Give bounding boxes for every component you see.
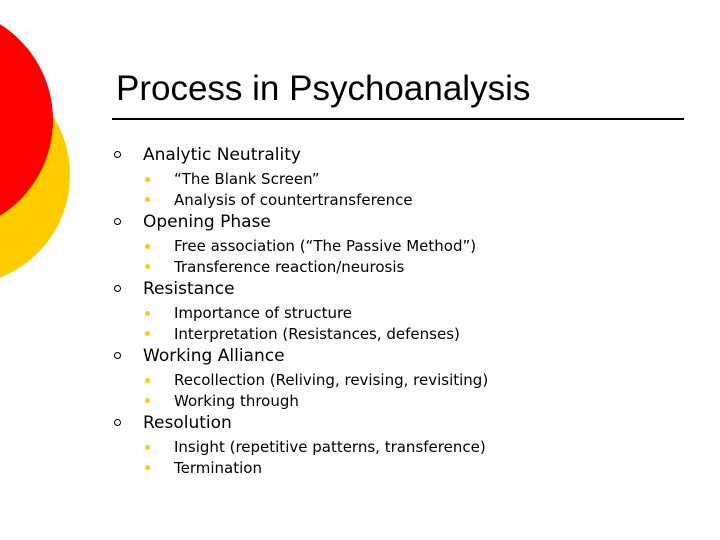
sub-bullet-label: “The Blank Screen” [174, 170, 320, 188]
sub-bullet-item [112, 257, 692, 278]
sub-bullet-item [112, 324, 692, 345]
yellow-dot-icon [145, 378, 150, 383]
yellow-dot-icon [145, 177, 150, 182]
list-item [112, 210, 692, 277]
sub-bullet-item [112, 437, 692, 458]
hollow-circle-icon [114, 419, 121, 426]
sub-bullet-item [112, 458, 692, 479]
sub-bullet-label: Interpretation (Resistances, defenses) [174, 324, 460, 343]
yellow-dot-icon [145, 311, 150, 316]
sub-bullet-item [112, 236, 692, 257]
decorative-circles [0, 0, 90, 320]
hollow-circle-icon [114, 151, 121, 158]
sub-bullet-label: Recollection (Reliving, revising, revisiting) [174, 371, 489, 389]
bullet-item [112, 210, 692, 234]
bullet-label: Analytic Neutrality [143, 145, 301, 165]
sub-bullet-label: Analysis of countertransference [174, 190, 413, 209]
bullet-item [112, 411, 692, 435]
yellow-dot-icon [145, 244, 150, 249]
sub-bullet-list [112, 370, 692, 411]
sub-bullet-item [112, 370, 692, 391]
bullet-label: Working Alliance [143, 346, 285, 366]
sub-bullet-label: Free association (“The Passive Method”) [174, 237, 477, 255]
yellow-dot-icon [145, 331, 150, 336]
list-item [112, 344, 692, 411]
yellow-dot-icon [145, 398, 150, 403]
sub-bullet-item [112, 303, 692, 324]
sub-bullet-label: Transference reaction/neurosis [174, 257, 405, 276]
sub-bullet-label: Insight (repetitive patterns, transference) [174, 438, 486, 456]
sub-bullet-list [112, 236, 692, 277]
sub-bullet-item [112, 391, 692, 412]
bullet-item [112, 143, 692, 167]
title-underline [112, 118, 684, 120]
hollow-circle-icon [114, 352, 121, 359]
yellow-dot-icon [145, 264, 150, 269]
list-item [112, 277, 692, 344]
sub-bullet-label: Working through [174, 391, 299, 410]
sub-bullet-label: Importance of structure [174, 304, 353, 322]
yellow-dot-icon [145, 445, 150, 450]
bullet-label: Resolution [143, 413, 232, 433]
hollow-circle-icon [114, 218, 121, 225]
bullet-list [112, 143, 692, 478]
sub-bullet-list [112, 169, 692, 210]
hollow-circle-icon [114, 285, 121, 292]
bullet-label: Resistance [143, 279, 235, 299]
sub-bullet-label: Termination [174, 458, 262, 477]
bullet-item [112, 277, 692, 301]
slide-title: Process in Psychoanalysis [116, 69, 531, 108]
bullet-item [112, 344, 692, 368]
yellow-dot-icon [145, 197, 150, 202]
sub-bullet-item [112, 190, 692, 211]
sub-bullet-list [112, 437, 692, 478]
list-item [112, 143, 692, 210]
list-item [112, 411, 692, 478]
sub-bullet-item [112, 169, 692, 190]
yellow-dot-icon [145, 465, 150, 470]
sub-bullet-list [112, 303, 692, 344]
bullet-label: Opening Phase [143, 212, 271, 232]
